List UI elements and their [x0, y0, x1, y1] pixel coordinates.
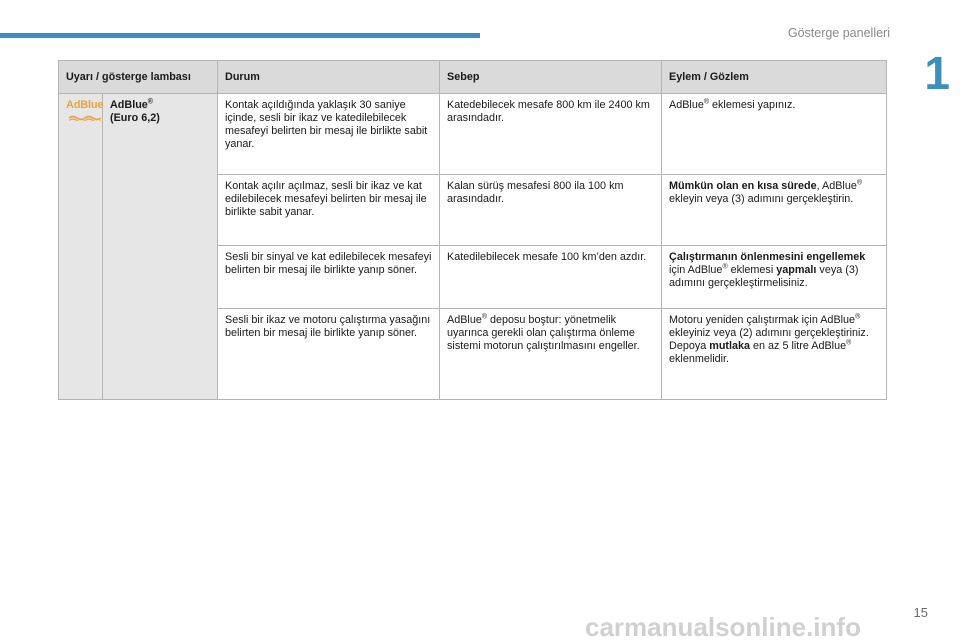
wave-icon: [69, 115, 101, 121]
table-header-row: [59, 61, 887, 94]
column-header-sebep: Sebep: [440, 61, 662, 94]
sebep-cell: AdBlue® deposu boştur: yönetmelik uyarınca gerekli olan çalıştırma önleme sistemi motorun çalıştırılmasını engeller.: [440, 309, 662, 400]
header-accent-bar: [0, 33, 480, 38]
eylem-cell: Çalıştırmanın önlenmesini engellemek için AdBlue® eklemesi yapmalı veya (3) adımını gerçekleştirmelisiniz.: [662, 246, 887, 309]
adblue-icon: AdBlue: [66, 99, 103, 125]
sebep-cell: Katedebilecek mesafe 800 km ile 2400 km arasındadır.: [440, 94, 662, 175]
column-header-lamp: Uyarı / gösterge lambası: [59, 61, 218, 94]
eylem-cell: AdBlue® eklemesi yapınız.: [662, 94, 887, 175]
warning-lamp-table: [58, 60, 887, 400]
sebep-cell: Katedilebilecek mesafe 100 km’den azdır.: [440, 246, 662, 309]
section-title: Gösterge panelleri: [787, 26, 890, 40]
lamp-name-cell: AdBlue® (Euro 6,2): [103, 94, 218, 400]
watermark: carmanualsonline.info: [585, 612, 861, 642]
page-number: 15: [913, 605, 928, 620]
lamp-icon-cell: [59, 94, 103, 400]
durum-cell: Sesli bir ikaz ve motoru çalıştırma yasağını belirten bir mesaj ile birlikte yanıp söner.: [218, 309, 440, 400]
lamp-variant: (Euro 6,2): [110, 112, 160, 124]
durum-cell: Kontak açıldığında yaklaşık 30 saniye içinde, sesli bir ikaz ve katedilebilecek mesafeyi belirten bir mesaj ile birlikte sabit yanar.: [218, 94, 440, 175]
lamp-name: AdBlue: [110, 99, 148, 111]
sebep-cell: Kalan sürüş mesafesi 800 ila 100 km arasındadır.: [440, 175, 662, 246]
eylem-cell: Mümkün olan en kısa sürede, AdBlue® ekleyin veya (3) adımını gerçekleştirin.: [662, 175, 887, 246]
eylem-cell: Motoru yeniden çalıştırmak için AdBlue® ekleyiniz veya (2) adımını gerçekleştiriniz. Depoya mutlaka en az 5 litre AdBlue® eklenmelidir.: [662, 309, 887, 400]
table-row: [59, 94, 887, 175]
column-header-durum: Durum: [218, 61, 440, 94]
durum-cell: Kontak açılır açılmaz, sesli bir ikaz ve kat edilebilecek mesafeyi belirten bir mesaj ile birlikte sabit yanar.: [218, 175, 440, 246]
column-header-eylem: Eylem / Gözlem: [662, 61, 887, 94]
durum-cell: Sesli bir sinyal ve kat edilebilecek mesafeyi belirten bir mesaj ile birlikte yanıp söner.: [218, 246, 440, 309]
chapter-number: 1: [924, 47, 950, 99]
